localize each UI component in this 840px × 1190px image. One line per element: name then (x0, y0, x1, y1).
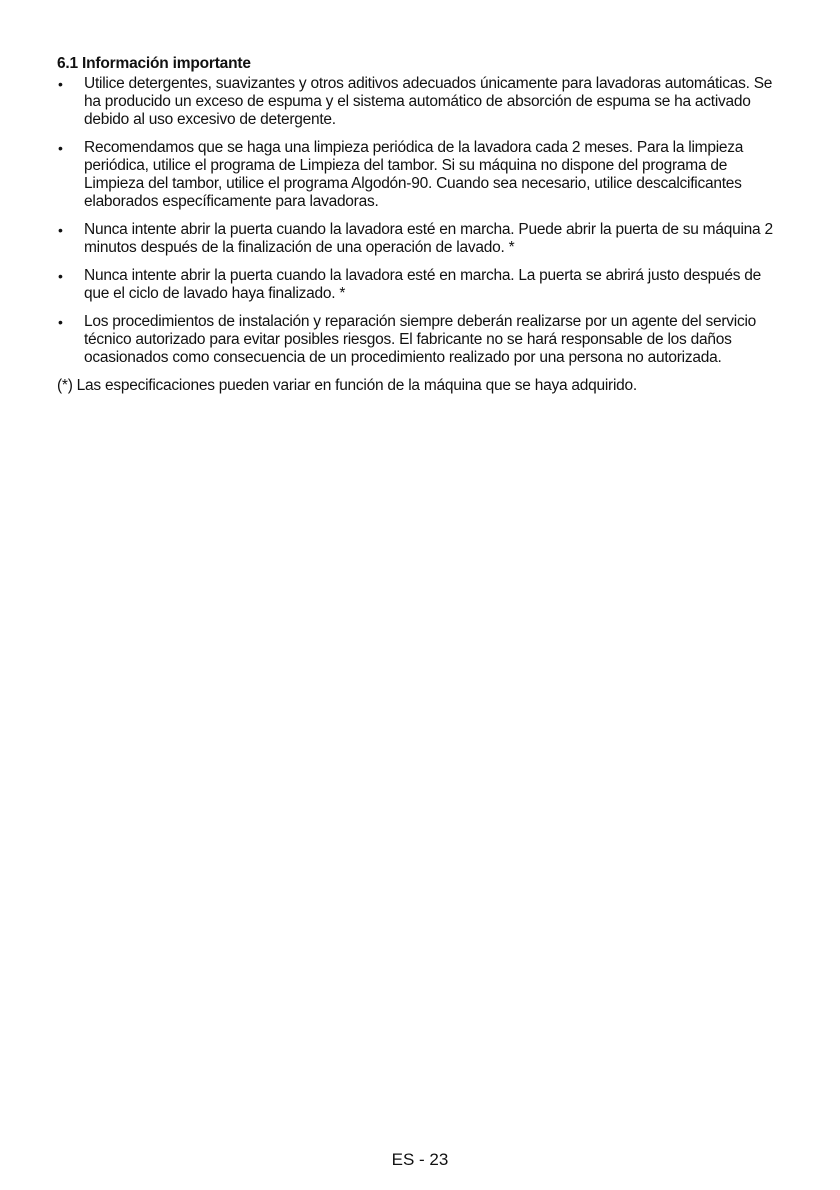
bullet-icon: • (58, 140, 63, 156)
list-item-text: Los procedimientos de instalación y reparación siempre deberán realizarse por un agente del servicio técnico autorizado para evitar posibles riesgos. El fabricante no se hará responsable de los daños ocasionados como consecuencia de un procedimiento realizado por una persona no autorizada. (84, 313, 757, 366)
list-item (57, 221, 787, 257)
document-body (57, 55, 787, 395)
list-item (57, 139, 787, 211)
list-item-text: Utilice detergentes, suavizantes y otros aditivos adecuados únicamente para lavadoras automáticas. Se ha producido un exceso de espuma y el sistema automático de absorción de espuma se ha activado debido al uso excesivo de detergente. (84, 75, 773, 128)
list-item-text: Nunca intente abrir la puerta cuando la lavadora esté en marcha. Puede abrir la puerta de su máquina 2 minutos después de la finalización de una operación de lavado. * (84, 221, 773, 256)
list-item-text: Nunca intente abrir la puerta cuando la lavadora esté en marcha. La puerta se abrirá justo después de que el ciclo de lavado haya finalizado. * (84, 267, 761, 302)
page-number: ES - 23 (391, 1150, 449, 1169)
bullet-icon: • (58, 76, 63, 92)
list-item (57, 267, 787, 303)
footnote: (*) Las especificaciones pueden variar en función de la máquina que se haya adquirido. (57, 377, 637, 394)
list-item (57, 313, 787, 367)
bullet-icon: • (58, 222, 63, 238)
bullet-icon: • (58, 268, 63, 284)
bullet-icon: • (58, 314, 63, 330)
list-item-text: Recomendamos que se haga una limpieza periódica de la lavadora cada 2 meses. Para la limpieza periódica, utilice el programa de Limpieza del tambor. Si su máquina no dispone del programa de Limpieza del tambor, utilice el programa Algodón-90. Cuando sea necesario, utilice descalcificantes elaborados específicamente para lavadoras. (84, 139, 744, 210)
important-info-list (57, 75, 787, 367)
list-item (57, 75, 787, 129)
section-title: 6.1 Información importante (57, 55, 251, 72)
